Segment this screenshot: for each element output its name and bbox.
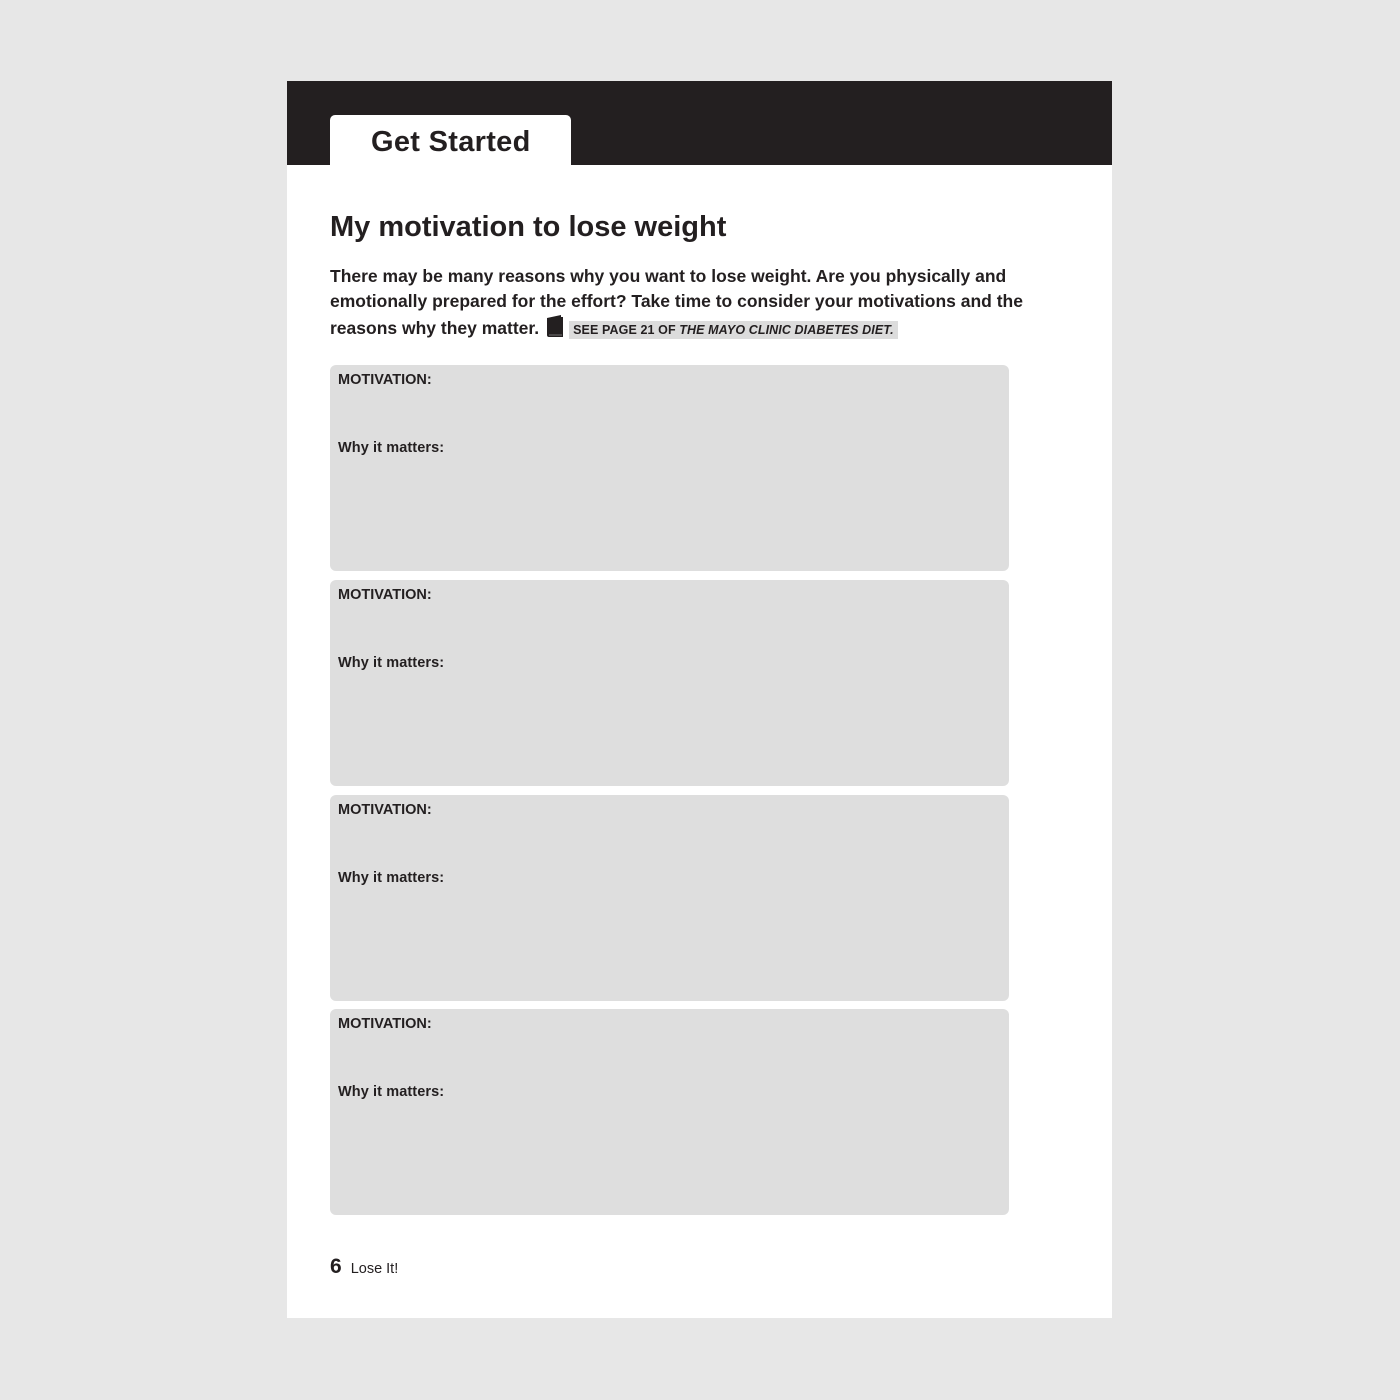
intro-text: There may be many reasons why you want to lose weight. Are you physically and emotionally prepared for the effort? Take time to consider your motivations and the reasons why they matter.: [330, 266, 1023, 338]
motivation-label: MOTIVATION:: [338, 802, 432, 818]
page-title: My motivation to lose weight: [330, 211, 727, 243]
ref-book-title: THE MAYO CLINIC DIABETES DIET.: [679, 323, 894, 337]
workbook-page: [287, 81, 1112, 1318]
motivation-label: MOTIVATION:: [338, 372, 432, 388]
page-footer: [330, 1255, 398, 1279]
book-title: Lose It!: [350, 1261, 399, 1277]
motivation-label: MOTIVATION:: [338, 587, 432, 603]
motivation-label: MOTIVATION:: [338, 1016, 432, 1032]
book-icon: [545, 314, 565, 338]
section-tab: Get Started: [330, 115, 571, 167]
ref-prefix: SEE PAGE 21 OF: [573, 323, 680, 337]
intro-paragraph: [330, 264, 1030, 343]
why-it-matters-label: Why it matters:: [338, 655, 445, 671]
why-it-matters-label: Why it matters:: [338, 440, 445, 456]
page-number: 6: [330, 1255, 342, 1278]
motivation-box-2[interactable]: [330, 580, 1009, 786]
motivation-box-3[interactable]: [330, 795, 1009, 1001]
why-it-matters-label: Why it matters:: [338, 1084, 445, 1100]
motivation-box-4[interactable]: [330, 1009, 1009, 1215]
motivation-box-1[interactable]: [330, 365, 1009, 571]
why-it-matters-label: Why it matters:: [338, 870, 445, 886]
page-reference: [569, 321, 898, 339]
